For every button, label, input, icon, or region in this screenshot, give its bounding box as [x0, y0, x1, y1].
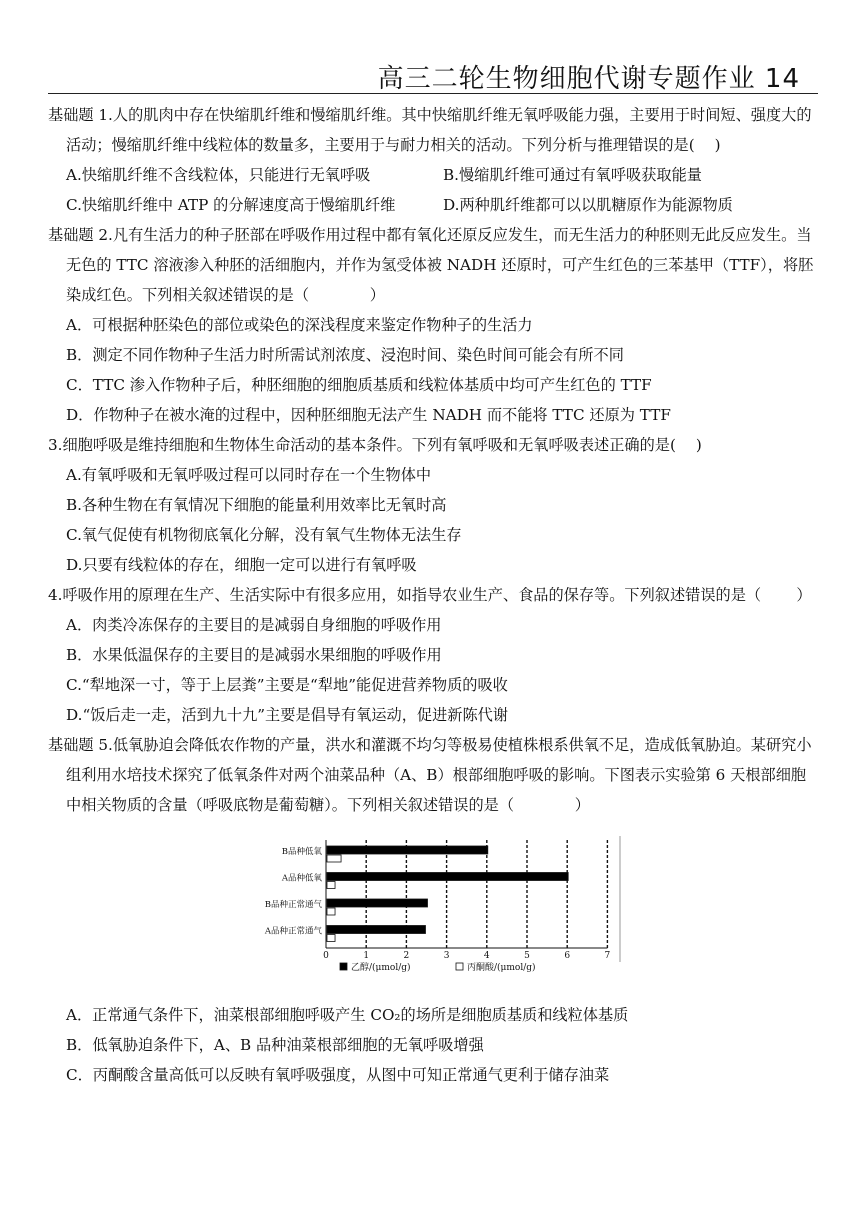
legend-swatch — [340, 963, 347, 970]
x-tick-label: 0 — [323, 951, 329, 961]
chart-svg — [0, 828, 860, 1000]
category-label: B品种正常通气 — [264, 900, 322, 910]
question-1 — [48, 100, 820, 220]
option-a: A．正常通气条件下，油菜根部细胞呼吸产生 CO₂的场所是细胞质基质和线粒体基质 — [66, 1006, 629, 1024]
option-c: C.“犁地深一寸，等于上层粪”主要是“犁地”能促进营养物质的吸收 — [66, 676, 508, 694]
question-stem: 基础题 5.低氧胁迫会降低农作物的产量，洪水和灌溉不均匀等极易使植株根系供氧不足，造成低氧胁迫。某研究小组利用水培技术探究了低氧条件对两个油菜品种（A、B）根部细胞呼吸的影响。下图表示实验第 6 天根部细胞中相关物质的含量（呼吸底物是葡萄糖）。下列相关叙述错误的是（ ） — [48, 736, 812, 814]
option-d: D．作物种子在被水淹的过程中，因种胚细胞无法产生 NADH 而不能将 TTC 还原为 TTF — [66, 406, 671, 424]
x-tick-label: 4 — [483, 951, 490, 961]
category-label: A品种正常通气 — [264, 926, 322, 937]
question-stem: 4.呼吸作用的原理在生产、生活实际中有很多应用，如指导农业生产、食品的保存等。下列叙述错误的是（ ） — [48, 586, 812, 604]
option-c: C．TTC 渗入作物种子后，种胚细胞的细胞质基质和线粒体基质中均可产生红色的 TTF — [66, 376, 652, 394]
question-stem: 3.细胞呼吸是维持细胞和生物体生命活动的基本条件。下列有氧呼吸和无氧呼吸表述正确的是( ) — [48, 436, 702, 454]
question-5 — [48, 730, 820, 1090]
x-tick-label: 5 — [524, 951, 530, 961]
x-tick-label: 1 — [363, 951, 370, 961]
pyruvate-bar — [327, 855, 341, 862]
page-title: 高三二轮生物细胞代谢专题作业 14 — [377, 64, 800, 94]
option-a: A.有氧呼吸和无氧呼吸过程可以同时存在一个生物体中 — [66, 466, 432, 484]
question-stem: 基础题 2.凡有生活力的种子胚部在呼吸作用过程中都有氧化还原反应发生，而无生活力的种胚则无此反应发生。当无色的 TTC 溶液渗入种胚的活细胞内，并作为氢受体被 NADH 还原时，可产生红色的三苯基甲（TTF），将胚染成红色。下列相关叙述错误的是（ ） — [48, 226, 814, 304]
ethanol-bar — [327, 873, 568, 881]
page-header — [48, 56, 818, 94]
x-tick-label: 3 — [443, 951, 450, 961]
legend-swatch — [456, 963, 463, 970]
option-c: C．丙酮酸含量高低可以反映有氧呼吸强度，从图中可知正常通气更利于储存油菜 — [66, 1066, 610, 1084]
option-b: B.慢缩肌纤维可通过有氧呼吸获取能量 — [443, 166, 702, 184]
x-tick-label: 2 — [403, 951, 410, 961]
pyruvate-bar — [327, 908, 335, 915]
option-b: B.各种生物在有氧情况下细胞的能量利用效率比无氧时高 — [66, 496, 447, 514]
header-rule — [48, 93, 818, 94]
category-label: B品种低氧 — [281, 847, 322, 857]
question-stem: 基础题 1.人的肌肉中存在快缩肌纤维和慢缩肌纤维。其中快缩肌纤维无氧呼吸能力强，主要用于时间短、强度大的活动；慢缩肌纤维中线粒体的数量多，主要用于与耐力相关的活动。下列分析与推理错误的是( ) — [48, 106, 812, 154]
x-tick-label: 6 — [564, 951, 571, 961]
option-c: C.氧气促使有机物彻底氧化分解，没有氧气生物体无法生存 — [66, 526, 462, 544]
legend-label: 乙醇/(μmol/g) — [351, 963, 411, 973]
option-b: B．测定不同作物种子生活力时所需试剂浓度、浸泡时间、染色时间可能会有所不同 — [66, 346, 624, 364]
pyruvate-bar — [327, 935, 335, 942]
pyruvate-bar — [327, 882, 335, 889]
option-a: A．肉类冷冻保存的主要目的是减弱自身细胞的呼吸作用 — [66, 616, 442, 634]
x-tick-label: 7 — [604, 951, 611, 961]
option-b: B．水果低温保存的主要目的是减弱水果细胞的呼吸作用 — [66, 646, 442, 664]
option-d: D.“饭后走一走，活到九十九”主要是倡导有氧运动，促进新陈代谢 — [66, 706, 509, 724]
option-a: A.快缩肌纤维不含线粒体，只能进行无氧呼吸 — [66, 166, 371, 184]
question-3 — [48, 430, 820, 580]
ethanol-bar — [327, 926, 425, 934]
legend-label: 丙酮酸/(μmol/g) — [467, 963, 536, 973]
ethanol-bar — [327, 846, 488, 854]
option-row — [48, 190, 820, 220]
question-2 — [48, 220, 820, 430]
option-d: D.只要有线粒体的存在，细胞一定可以进行有氧呼吸 — [66, 556, 417, 574]
option-b: B．低氧胁迫条件下，A、B 品种油菜根部细胞的无氧呼吸增强 — [66, 1036, 484, 1054]
question-4 — [48, 580, 820, 730]
option-row — [48, 160, 820, 190]
category-label: A品种低氧 — [281, 873, 322, 884]
bar-chart — [0, 828, 860, 1000]
question-list — [48, 100, 820, 1090]
option-d: D.两种肌纤维都可以以肌糖原作为能源物质 — [443, 196, 733, 214]
option-a: A．可根据种胚染色的部位或染色的深浅程度来鉴定作物种子的生活力 — [66, 316, 533, 334]
option-c: C.快缩肌纤维中 ATP 的分解速度高于慢缩肌纤维 — [66, 196, 396, 214]
ethanol-bar — [327, 899, 428, 907]
